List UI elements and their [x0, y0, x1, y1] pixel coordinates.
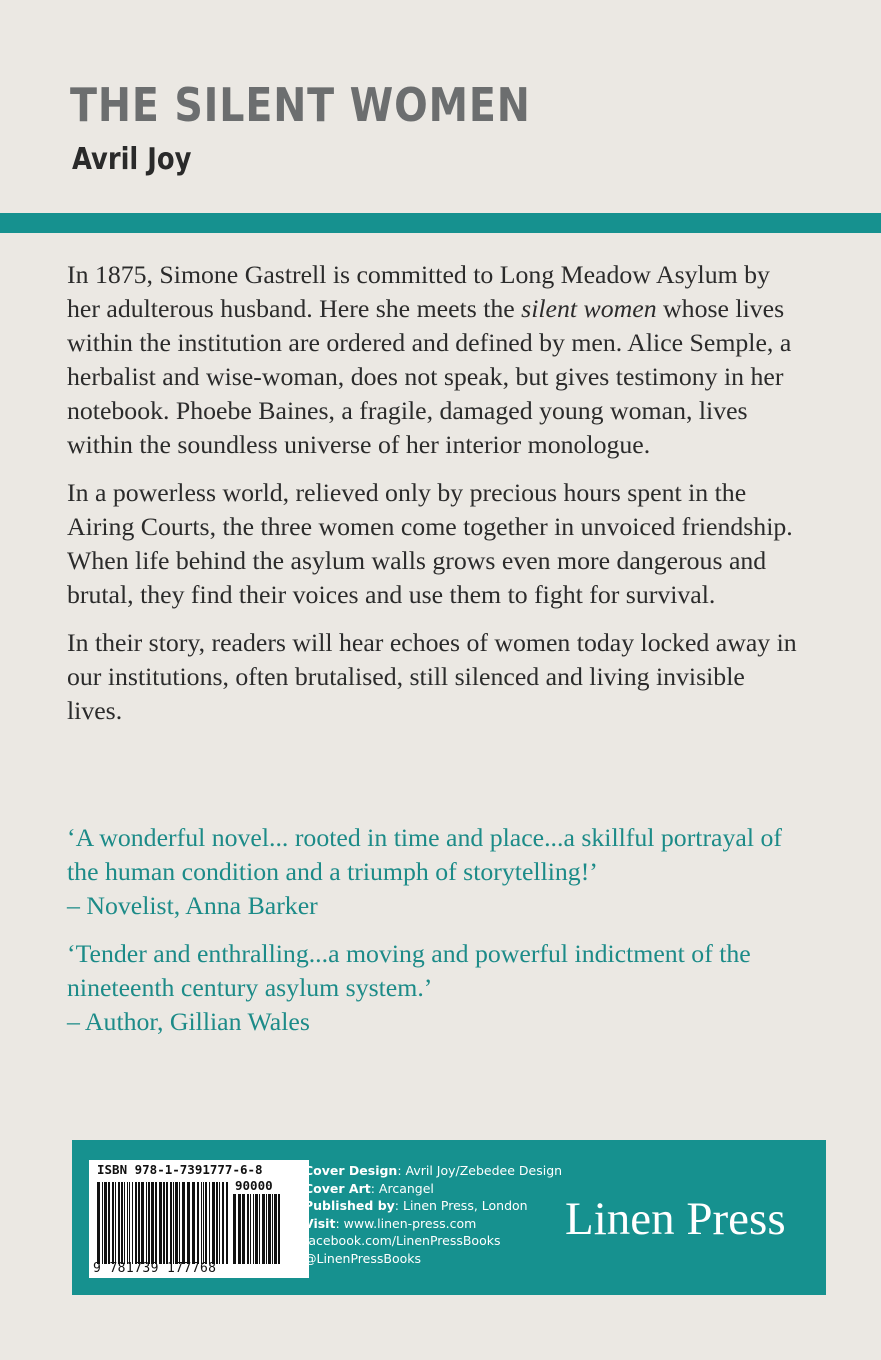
quote-attribution: – Author, Gillian Wales — [67, 1007, 310, 1036]
isbn-barcode — [89, 1160, 309, 1278]
review-quotes — [67, 821, 797, 1053]
quote-text: ‘Tender and enthralling...a moving and powerful indictment of the nineteenth century asylum system.’ — [67, 939, 751, 1002]
quote-attribution: – Novelist, Anna Barker — [67, 891, 318, 920]
review-quote — [67, 821, 797, 923]
blurb — [67, 258, 797, 742]
credits — [304, 1162, 562, 1267]
teal-divider-band — [0, 213, 881, 233]
blurb-p1-text-b: whose lives within the institution are ordered and defined by men. Alice Semple, a herbalist and wise-woman, does not speak, but gives testimony in her notebook. Phoebe Baines, a fragile, damaged young woman, lives within the soundless universe of her interior monologue. — [67, 294, 792, 459]
publisher-footer — [72, 1140, 826, 1295]
credit-facebook: facebook.com/LinenPressBooks — [304, 1233, 501, 1248]
review-quote — [67, 937, 797, 1039]
isbn-label: ISBN 978-1-7391777-6-8 — [97, 1162, 263, 1177]
quote-text: ‘A wonderful novel... rooted in time and place...a skillful portrayal of the human condition and a triumph of storytelling!’ — [67, 823, 782, 886]
credit-twitter: @LinenPressBooks — [304, 1250, 421, 1266]
barcode-addon-bars — [233, 1194, 283, 1264]
credit-cover-design: Cover Design: Avril Joy/Zebedee Design — [304, 1163, 563, 1178]
blurb-paragraph-3: In their story, readers will hear echoes of women today locked away in our institutions, often brutalised, still silenced and living invisible lives. — [67, 628, 797, 725]
blurb-paragraph-1 — [67, 258, 797, 462]
credit-visit: Visit: www.linen-press.com — [304, 1215, 477, 1231]
blurb-p1-emphasis: silent women — [521, 294, 657, 323]
ean-digits: 9 781739 177768 — [93, 1261, 217, 1276]
blurb-p1-text-a: In 1875, Simone Gastrell is committed to Long Meadow Asylum by her adulterous husband. Here she meets the — [67, 260, 770, 323]
blurb-paragraph-2: In a powerless world, relieved only by precious hours spent in the Airing Courts, the three women come together in unvoiced friendship. When life behind the asylum walls grows even more dangerous and brutal, they find their voices and use them to fight for survival. — [67, 478, 793, 609]
credit-cover-art: Cover Art: Arcangel — [304, 1180, 434, 1196]
book-title: THE SILENT WOMEN — [70, 78, 531, 132]
barcode-addon-number: 90000 — [235, 1178, 273, 1193]
publisher-logo-text: Linen Press — [565, 1193, 786, 1245]
author-name: Avril Joy — [72, 142, 192, 177]
barcode-bars — [97, 1182, 229, 1264]
credit-published-by: Published by: Linen Press, London — [304, 1198, 528, 1213]
